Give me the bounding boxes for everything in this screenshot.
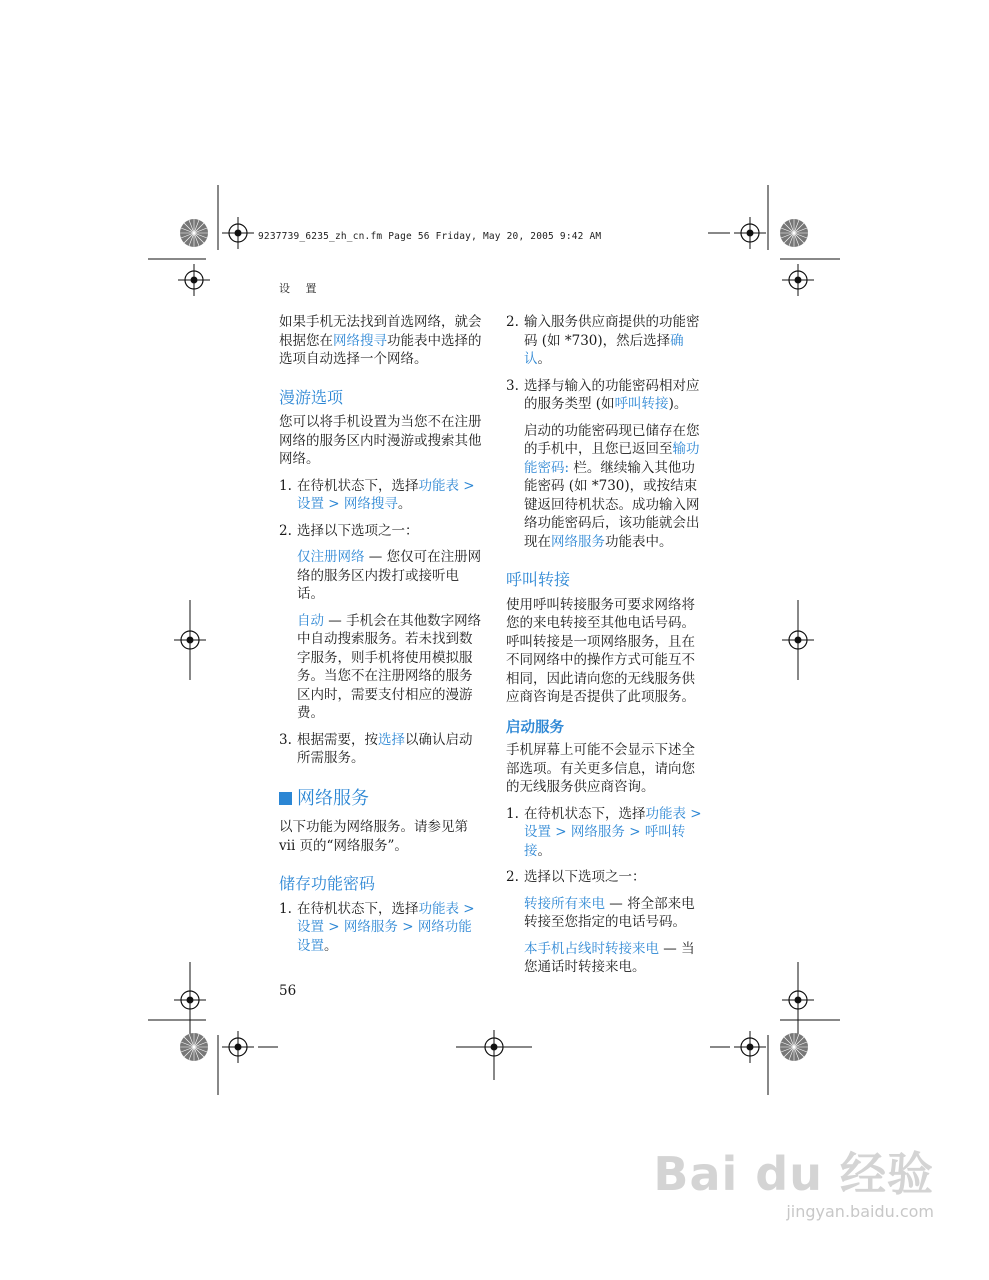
activate-step-1: 1. 在待机状态下，选择功能表 > 设置 > 网络服务 > 呼叫转接。 [506,805,702,859]
activate-paragraph: 手机屏幕上可能不会显示下述全部选项。有关更多信息，请向您的无线服务供应商咨询。 [506,742,695,795]
roaming-step-1: 1. 在待机状态下，选择功能表 > 设置 > 网络搜寻。 [279,477,475,512]
file-header-line: 9237739_6235_zh_cn.fm Page 56 Friday, May 20, 2005 9:42 AM [258,231,602,242]
option-forward-all: 转接所有来电 — 将全部来电转接至您指定的电话号码。 [524,895,695,930]
right-column [506,313,706,985]
watermark-url: jingyan.baidu.com [786,1202,934,1221]
store-step-3: 3. 选择与输入的功能密码相对应的服务类型 (如呼叫转接)。 [506,377,700,412]
option-auto: 自动 — 手机会在其他数字网络中自动搜索服务。若未找到数字服务，则手机将使用模拟服务。当您不在注册网络的服务区内时，需要支付相应的漫游费。 [297,612,482,721]
intro-paragraph: 如果手机无法找到首选网络，就会根据您在网络搜寻功能表中选择的选项自动选择一个网络。 [279,314,482,367]
roaming-heading: 漫游选项 [279,387,344,407]
baidu-watermark [653,1138,934,1221]
option-home-only: 仅注册网络 — 您仅可在注册网络的服务区内拨打或接听电话。 [297,549,482,602]
page-number: 56 [279,983,297,999]
square-bullet-icon [279,792,292,805]
activate-heading: 启动服务 [506,719,564,736]
call-forward-paragraph: 使用呼叫转接服务可要求网络将您的来电转接至其他电话号码。呼叫转接是一项网络服务，且在不同网络中的操作方式可能互不相同，因此请向您的无线服务供应商咨询是否提供了此项服务。 [506,596,695,705]
store-step-2: 2. 输入服务供应商提供的功能密码 (如 *730)，然后选择确认。 [506,314,700,367]
store-code-heading: 储存功能密码 [279,874,376,893]
store-note: 启动的功能密码现已储存在您的手机中，且您已返回至输功能密码: 栏。继续输入其他功能密码 (如 *730)，或按结束键返回待机状态。成功输入网络功能密码后，该功能就会出现在网络服务功能表中。 [524,422,700,550]
left-column [279,313,485,963]
roaming-paragraph: 您可以将手机设置为当您不在注册网络的服务区内时漫游或搜索其他网络。 [279,414,482,467]
option-forward-busy: 本手机占线时转接来电 — 当您通话时转接来电。 [524,940,695,975]
roaming-step-2: 2. 选择以下选项之一： [279,522,419,539]
roaming-step-3: 3. 根据需要，按选择以确认启动所需服务。 [279,731,473,766]
section-name: 设 置 [279,282,323,295]
watermark-brand: Bai du 经验 [653,1147,934,1201]
store-step-1: 1. 在待机状态下，选择功能表 > 设置 > 网络服务 > 网络功能设置。 [279,900,475,954]
activate-step-2: 2. 选择以下选项之一： [506,869,646,885]
link-network-search: 网络搜寻 [333,332,387,349]
network-services-heading: 网络服务 [279,790,485,809]
network-services-paragraph: 以下功能为网络服务。请参见第 vii 页的“网络服务”。 [279,819,468,854]
call-forward-heading: 呼叫转接 [506,570,571,589]
